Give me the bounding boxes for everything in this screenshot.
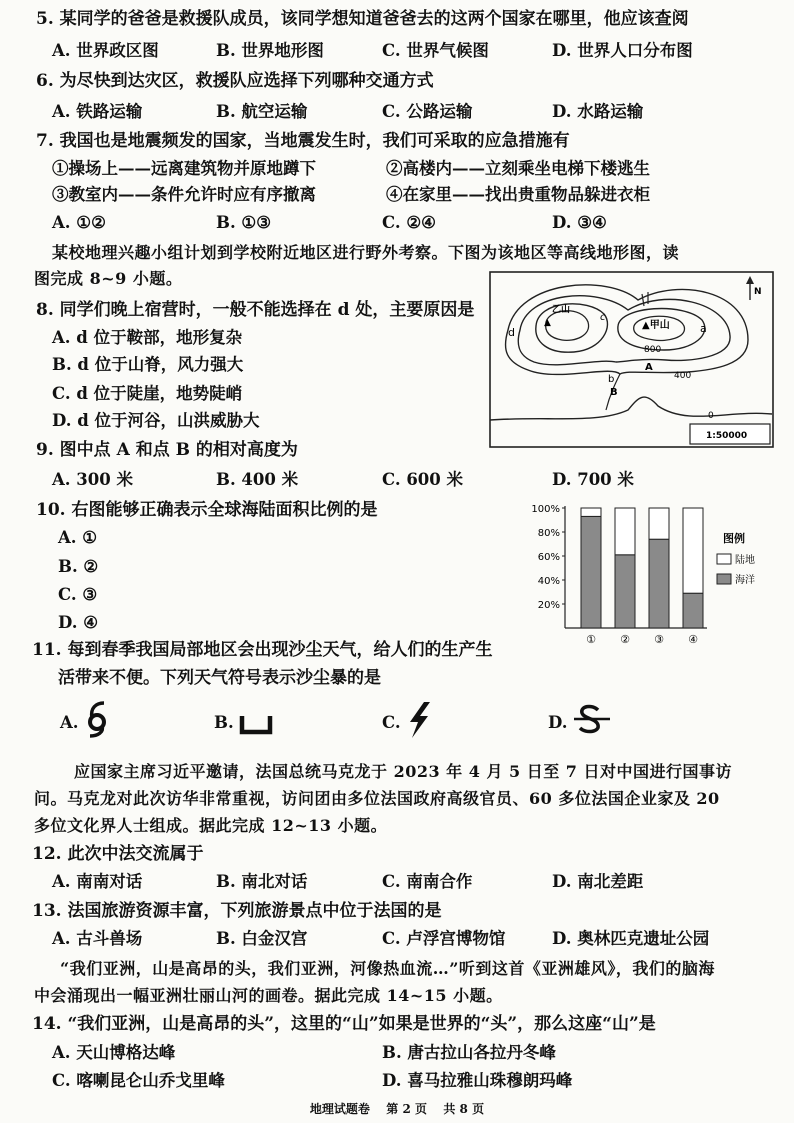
y-tick-label: 20% — [537, 600, 560, 611]
q9-option-c: C. 600 米 — [382, 470, 464, 489]
bar-land — [683, 508, 703, 593]
q8-option-a: A. d 位于鞍部，地形复杂 — [52, 328, 243, 347]
bar-ocean — [649, 539, 669, 628]
q7-item-2: ②高楼内——立刻乘坐电梯下楼逃生 — [386, 159, 650, 178]
q12-option-b: B. 南北对话 — [216, 872, 308, 891]
q12-option-a: A. 南南对话 — [52, 872, 143, 891]
q9-option-a: A. 300 米 — [52, 470, 133, 489]
q9-option-d: D. 700 米 — [552, 470, 634, 489]
q14-option-a: A. 天山博格达峰 — [52, 1043, 176, 1062]
q13-option-d: D. 奥林匹克遗址公园 — [552, 929, 710, 948]
label-point-A: A — [645, 362, 653, 373]
q6-option-a: A. 铁路运输 — [52, 102, 143, 121]
map-scale: 1:50000 — [706, 431, 748, 441]
intro-12-13-line1: 应国家主席习近平邀请，法国总统马克龙于 2023 年 4 月 5 日至 7 日对中国进行国事访 — [74, 762, 732, 781]
q11-option-c: C. — [382, 713, 401, 732]
q12-option-d: D. 南北差距 — [552, 872, 644, 891]
label-d: d — [508, 326, 515, 339]
x-category-label: ④ — [688, 633, 698, 646]
q14-option-c: C. 喀喇昆仑山乔戈里峰 — [52, 1071, 225, 1090]
q11-option-d: D. — [548, 713, 568, 732]
q6-option-d: D. 水路运输 — [552, 102, 644, 121]
bar-land — [615, 508, 635, 555]
legend-swatch — [717, 574, 731, 584]
q12-option-c: C. 南南合作 — [382, 872, 473, 891]
weather-symbol-thunderstorm-icon — [404, 700, 434, 740]
y-tick-label: 100% — [531, 504, 560, 515]
north-arrow-head-icon — [746, 276, 754, 284]
label-point-B: B — [610, 387, 618, 398]
q9-stem: 9. 图中点 A 和点 B 的相对高度为 — [36, 440, 298, 460]
y-tick-label: 40% — [537, 576, 560, 587]
q7-item-4: ④在家里——找出贵重物品躲进衣柜 — [386, 185, 650, 204]
q11-stem-line1: 11. 每到春季我国局部地区会出现沙尘天气，给人们的生产生 — [32, 640, 493, 660]
intro-8-9-line2: 图完成 8~9 小题。 — [34, 269, 183, 288]
intro-8-9-line1: 某校地理兴趣小组计划到学校附近地区进行野外考察。下图为该地区等高线地形图，读 — [52, 243, 680, 262]
q11-option-b: B. — [214, 713, 234, 732]
q13-option-a: A. 古斗兽场 — [52, 929, 143, 948]
page-footer — [0, 1100, 794, 1117]
label-a: a — [700, 322, 707, 335]
intro-12-13-line3: 多位文化界人士组成。据此完成 12~13 小题。 — [34, 816, 388, 835]
weather-symbol-fog-icon — [238, 714, 274, 736]
q10-option-a: A. ① — [58, 528, 98, 547]
q12-stem: 12. 此次中法交流属于 — [32, 844, 204, 864]
label-800: 800 — [644, 345, 662, 355]
q5-option-d: D. 世界人口分布图 — [552, 41, 693, 60]
q11-stem-line2: 活带来不便。下列天气符号表示沙尘暴的是 — [58, 668, 381, 688]
land-ocean-bar-chart — [525, 496, 775, 658]
q5-option-b: B. 世界地形图 — [216, 41, 324, 60]
bar-land — [581, 508, 601, 516]
intro-12-13-line2: 问。马克龙对此次访华非常重视，访问团由多位法国政府高级官员、60 多位法国企业家及 20 — [34, 789, 720, 808]
bar-ocean — [615, 555, 635, 628]
q7-item-3: ③教室内——条件允许时应有序撤离 — [52, 185, 316, 204]
x-category-label: ① — [586, 633, 596, 646]
q5-option-c: C. 世界气候图 — [382, 41, 489, 60]
q9-option-b: B. 400 米 — [216, 470, 299, 489]
q10-option-b: B. ② — [58, 557, 99, 576]
footer-total: 共 8 页 — [443, 1102, 485, 1116]
q7-option-c: C. ②④ — [382, 213, 436, 232]
q6-stem: 6. 为尽快到达灾区，救援队应选择下列哪种交通方式 — [36, 71, 434, 91]
q14-stem: 14. “我们亚洲，山是高昂的头”，这里的“山”如果是世界的“头”，那么这座“山”是 — [32, 1014, 656, 1034]
bar-ocean — [581, 516, 601, 628]
legend-swatch — [717, 554, 731, 564]
legend-title: 图例 — [723, 532, 745, 545]
q5-option-a: A. 世界政区图 — [52, 41, 159, 60]
q10-option-d: D. ④ — [58, 613, 99, 632]
q8-option-c: C. d 位于陡崖，地势陡峭 — [52, 384, 243, 403]
q7-option-d: D. ③④ — [552, 213, 607, 232]
label-north: N — [754, 287, 762, 297]
q7-item-1: ①操场上——远离建筑物并原地蹲下 — [52, 159, 316, 178]
q8-stem: 8. 同学们晚上宿营时，一般不能选择在 d 处，主要原因是 — [36, 300, 475, 320]
footer-subject: 地理试题卷 — [309, 1102, 370, 1116]
q10-stem: 10. 右图能够正确表示全球海陆面积比例的是 — [36, 500, 378, 520]
q13-option-c: C. 卢浮宫博物馆 — [382, 929, 506, 948]
q11-option-a: A. — [60, 713, 79, 732]
footer-page: 第 2 页 — [386, 1102, 427, 1116]
q7-option-a: A. ①② — [52, 213, 106, 232]
x-category-label: ② — [620, 633, 630, 646]
q7-option-b: B. ①③ — [216, 213, 272, 232]
legend-label: 陆地 — [735, 555, 755, 566]
q6-option-c: C. 公路运输 — [382, 102, 473, 121]
label-400: 400 — [674, 371, 692, 381]
label-0: 0 — [708, 411, 714, 421]
legend-label: 海洋 — [735, 575, 755, 586]
intro-14-15-line2: 中会涌现出一幅亚洲壮丽山河的画卷。据此完成 14~15 小题。 — [34, 986, 503, 1005]
q8-option-b: B. d 位于山脊，风力强大 — [52, 355, 244, 374]
y-tick-label: 60% — [537, 552, 560, 563]
x-category-label: ③ — [654, 633, 664, 646]
label-yishan: 乙山 — [552, 305, 571, 315]
bar-land — [649, 508, 669, 539]
intro-14-15-line1: “我们亚洲，山是高昂的头，我们亚洲，河像热血流…”听到这首《亚洲雄风》，我们的脑海 — [60, 959, 715, 978]
q10-option-c: C. ③ — [58, 585, 98, 604]
q5-stem: 5. 某同学的爸爸是救援队成员，该同学想知道爸爸去的这两个国家在哪里，他应该查阅 — [36, 9, 689, 29]
q14-option-d: D. 喜马拉雅山珠穆朗玛峰 — [382, 1071, 573, 1090]
q6-option-b: B. 航空运输 — [216, 102, 308, 121]
q8-option-d: D. d 位于河谷，山洪威胁大 — [52, 411, 260, 430]
q14-option-b: B. 唐古拉山各拉丹冬峰 — [382, 1043, 556, 1062]
bar-ocean — [683, 593, 703, 628]
q7-stem: 7. 我国也是地震频发的国家，当地震发生时，我们可采取的应急措施有 — [36, 131, 570, 151]
label-jiashan: ▲甲山 — [642, 320, 670, 331]
peak-marker-yishan: ▲ — [544, 318, 551, 328]
label-c: c — [600, 312, 606, 323]
contour-map — [488, 270, 776, 450]
weather-symbol-typhoon-icon — [84, 700, 110, 738]
q13-stem: 13. 法国旅游资源丰富，下列旅游景点中位于法国的是 — [32, 901, 442, 921]
weather-symbol-sandstorm-icon — [572, 704, 612, 736]
label-b: b — [608, 374, 615, 385]
y-tick-label: 80% — [537, 528, 560, 539]
q13-option-b: B. 白金汉宫 — [216, 929, 308, 948]
